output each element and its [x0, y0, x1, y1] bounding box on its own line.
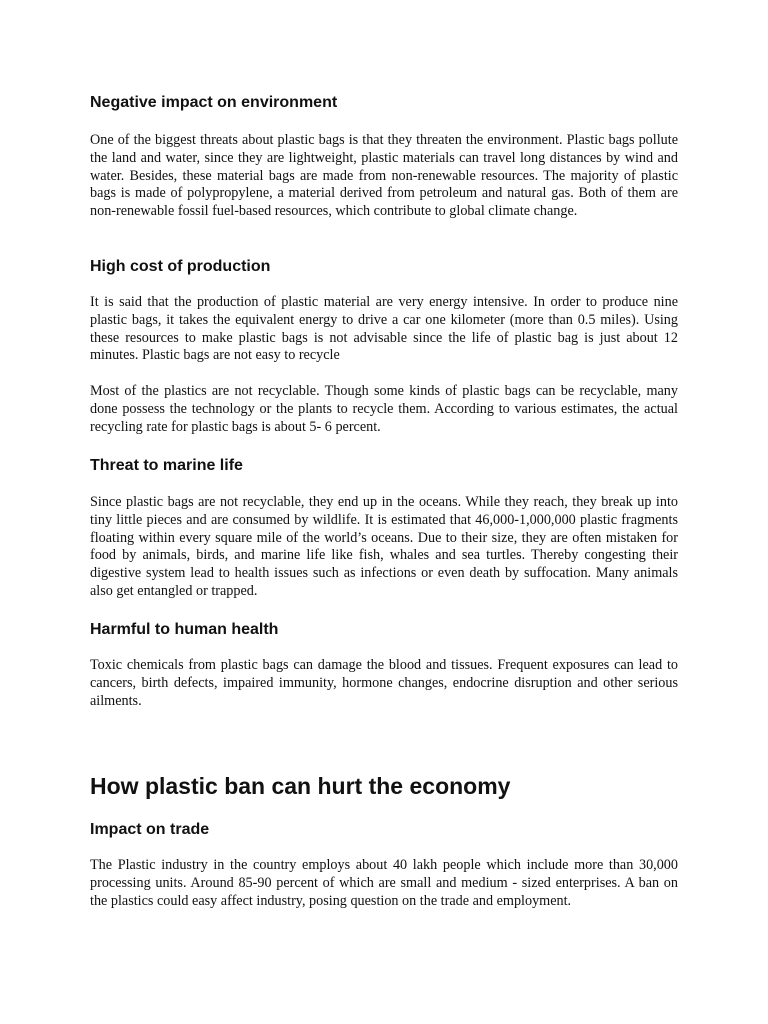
heading-health: Harmful to human health — [90, 621, 279, 638]
paragraph-trade: The Plastic industry in the country employs about 40 lakh people which include more than 30,000 processing units. Around 85-90 percent of which are small and medium - sized enterprises. A ban on the plastics could easy affect industry, posing question on the trade and employment. — [90, 857, 678, 909]
paragraph-production: It is said that the production of plastic material are very energy intensive. In order to produce nine plastic bags, it takes the equivalent energy to drive a car one kilometer (more than 0.5 miles). Using these resources to make plastic bags is not advisable since the life of plastic bag is just about 12 minutes. Plastic bags are not easy to recycle — [90, 294, 678, 364]
paragraph-health: Toxic chemicals from plastic bags can damage the blood and tissues. Frequent exposures can lead to cancers, birth defects, impaired immunity, hormone changes, endocrine disruption and other serious ailments. — [90, 657, 678, 709]
paragraph-marine: Since plastic bags are not recyclable, they end up in the oceans. While they reach, they break up into tiny little pieces and are consumed by wildlife. It is estimated that 46,000-1,000,000 plastic fragments floating within every square mile of the world’s oceans. Due to their size, they are often mistaken for food by animals, birds, and marine life like fish, whales and sea turtles. Thereby congesting their digestive system lead to health issues such as infections or even death by suffocation. Many animals also get entangled or trapped. — [90, 494, 678, 599]
paragraph-environment: One of the biggest threats about plastic bags is that they threaten the environment. Plastic bags pollute the land and water, since they are lightweight, plastic materials can travel long distances by wind and water. Besides, these material bags are made from non-renewable resources. The majority of plastic bags is made of polypropylene, a material derived from petroleum and natural gas. Both of them are non-renewable fossil fuel-based resources, which contribute to global climate change. — [90, 132, 678, 220]
heading-marine: Threat to marine life — [90, 457, 243, 474]
title-economy: How plastic ban can hurt the economy — [90, 773, 511, 799]
heading-environment: Negative impact on environment — [90, 94, 338, 111]
heading-production: High cost of production — [90, 258, 271, 275]
heading-trade: Impact on trade — [90, 821, 210, 838]
paragraph-recycling: Most of the plastics are not recyclable. Though some kinds of plastic bags can be recyclable, many done possess the technology or the plants to recycle them. According to various estimates, the actual recycling rate for plastic bags is about 5- 6 percent. — [90, 383, 678, 435]
